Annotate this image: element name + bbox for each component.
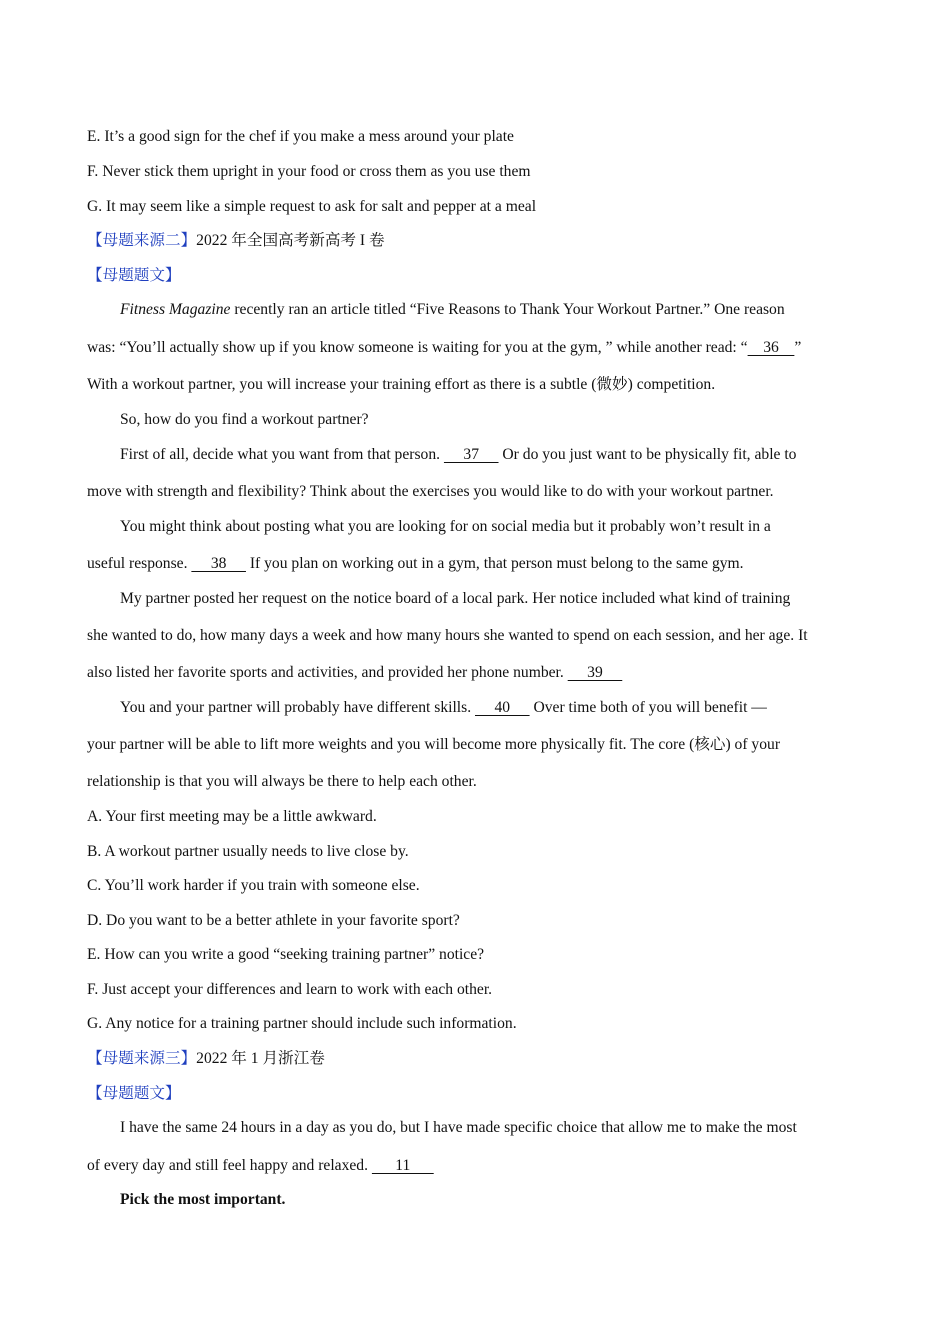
blank-37: 37 [443, 446, 499, 463]
passage-2-p3-line1: First of all, decide what you want from that person. 37 Or do you just want to be physically fit, able to [120, 446, 797, 463]
option-f-set1: F. Never stick them upright in your food or cross them as you use them [87, 163, 531, 180]
option-c-set2: C. You’ll work harder if you train with someone else. [87, 877, 420, 894]
passage-2-p4-line1: You might think about posting what you are looking for on social media but it probably won’t result in a [120, 518, 771, 535]
passage-2-p6-line1: You and your partner will probably have different skills. 40 Over time both of you will benefit — [120, 699, 767, 716]
source-2-label: 【母题来源二】 [87, 232, 197, 249]
passage-3-label: 【母题题文】 [87, 1085, 181, 1102]
passage-2-p5-line3: also listed her favorite sports and activities, and provided her phone number. 39 [87, 664, 623, 681]
source-3-label: 【母题来源三】 [87, 1050, 197, 1067]
passage-2-p2: So, how do you find a workout partner? [120, 411, 369, 428]
blank-39: 39 [567, 664, 623, 681]
option-b-set2: B. A workout partner usually needs to live close by. [87, 843, 409, 860]
blank-36: 36 [747, 339, 795, 356]
passage-2-p4-line2: useful response. 38 If you plan on working out in a gym, that person must belong to the same gym. [87, 555, 744, 572]
blank-38: 38 [191, 555, 246, 572]
option-d-set2: D. Do you want to be a better athlete in your favorite sport? [87, 912, 460, 929]
passage-3-p1-line1: I have the same 24 hours in a day as you do, but I have made specific choice that allow me to make the most [120, 1119, 797, 1136]
passage-2-p1-line3: With a workout partner, you will increase your training effort as there is a subtle (微妙) competition. [87, 376, 716, 393]
option-e-set1: E. It’s a good sign for the chef if you make a mess around your plate [87, 128, 514, 145]
passage-3-p1-line2: of every day and still feel happy and relaxed. 11 [87, 1157, 434, 1174]
passage-3-subheading: Pick the most important. [120, 1191, 286, 1208]
option-f-set2: F. Just accept your differences and learn to work with each other. [87, 981, 493, 998]
blank-40: 40 [475, 699, 530, 716]
passage-2-p3-line2: move with strength and flexibility? Think about the exercises you would like to do with your workout partner. [87, 483, 774, 500]
blank-11: 11 [371, 1157, 434, 1174]
source-2-text: 2022 年全国高考新高考 I 卷 [196, 232, 385, 249]
passage-2-p5-line2: she wanted to do, how many days a week and how many hours she wanted to spend on each session, and her age. It [87, 627, 808, 644]
option-g-set2: G. Any notice for a training partner should include such information. [87, 1015, 517, 1032]
source-2-heading [87, 231, 385, 251]
option-e-set2: E. How can you write a good “seeking training partner” notice? [87, 946, 485, 963]
passage-2-p1-line2: was: “You’ll actually show up if you know someone is waiting for you at the gym, ” while another read: “ 36 ” [87, 339, 802, 356]
option-g-set1: G. It may seem like a simple request to ask for salt and pepper at a meal [87, 198, 537, 215]
option-a-set2: A. Your first meeting may be a little awkward. [87, 808, 377, 825]
passage-2-label: 【母题题文】 [87, 267, 181, 284]
source-3-text: 2022 年 1 月浙江卷 [196, 1050, 325, 1067]
passage-2-p5-line1: My partner posted her request on the notice board of a local park. Her notice included what kind of training [120, 590, 791, 607]
magazine-title: Fitness Magazine [120, 301, 231, 318]
passage-2-p6-line3: relationship is that you will always be there to help each other. [87, 773, 477, 790]
passage-2-p6-line2: your partner will be able to lift more weights and you will become more physically fit. The core (核心) of your [87, 736, 781, 753]
passage-2-p1-line1: Fitness Magazine recently ran an article titled “Five Reasons to Thank Your Workout Partner.” One reason [120, 301, 785, 318]
source-3-heading [87, 1049, 325, 1069]
